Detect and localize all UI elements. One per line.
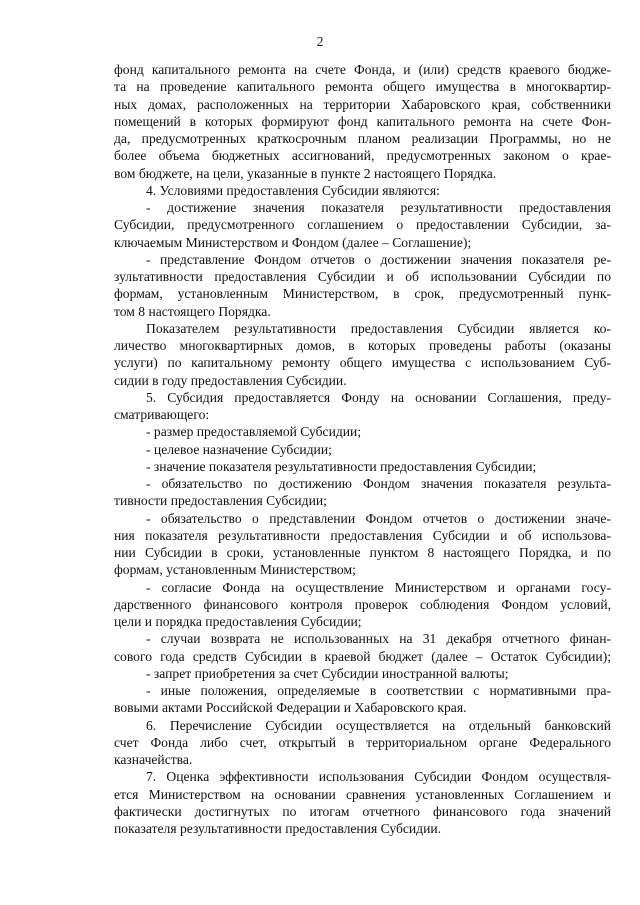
text-line: ных домах, расположенных на территории Хабаровского края, собственники xyxy=(114,96,611,112)
text-line: 7. Оценка эффективности использования Субсидии Фондом осуществля- xyxy=(146,769,611,785)
text-line: - размер предоставляемой Субсидии; xyxy=(146,424,362,440)
text-line: личество многоквартирных домов, в которых проведены работы (оказаны xyxy=(114,338,611,353)
text-line: - представление Фондом отчетов о достижении значения показателя ре- xyxy=(146,251,611,267)
text-line: 4. Условиями предоставления Субсидии являются: xyxy=(146,182,440,198)
text-line: тивности предоставления Субсидии; xyxy=(114,493,327,509)
text-line: - целевое назначение Субсидии; xyxy=(146,441,332,457)
text-line: - достижение значения показателя результативности предоставления xyxy=(146,200,611,215)
text-line: более объема бюджетных ассигнований, предусмотренных законом о крае- xyxy=(114,148,611,164)
text-line: - согласие Фонда на осуществление Министерством и органами госу- xyxy=(146,579,611,595)
text-line: зультативности предоставления Субсидии и об использовании Субсидии по xyxy=(114,269,611,284)
text-line: 5. Субсидия предоставляется Фонду на основании Соглашения, преду- xyxy=(146,389,611,405)
text-line: цели и порядка предоставления Субсидии; xyxy=(114,614,362,629)
text-line: - обязательство о представлении Фондом отчетов о достижении значе- xyxy=(146,510,611,526)
text-line: вовыми актами Российской Федерации и Хабаровского края. xyxy=(114,700,467,716)
text-line: том 8 настоящего Порядка. xyxy=(114,303,271,319)
text-line: ется Министерством на основании сравнения установленных Соглашением и xyxy=(114,786,611,802)
text-line: - значение показателя результативности предоставления Субсидии; xyxy=(146,458,537,474)
document-body xyxy=(114,61,611,837)
text-line: формам, установленным Министерством; xyxy=(114,562,356,578)
text-line: - обязательство по достижению Фондом значения показателя результа- xyxy=(146,476,611,491)
text-line: Показателем результативности предоставления Субсидии является ко- xyxy=(146,320,611,336)
text-line: помещений в которых формируют фонд капитального ремонта на счете Фон- xyxy=(114,113,611,129)
text-line: нии Субсидии в сроки, установленные пунктом 8 настоящего Порядка, и по xyxy=(114,545,611,560)
text-line: ключаемым Министерством и Фондом (далее – Соглашение); xyxy=(114,234,472,250)
page-number: 2 xyxy=(316,34,324,49)
text-line: - иные положения, определяемые в соответствии с нормативными пра- xyxy=(146,683,611,698)
text-line: фактически достигнутых по итогам отчетного финансового года значений xyxy=(114,803,611,819)
text-line: - запрет приобретения за счет Субсидии иностранной валюты; xyxy=(146,665,509,681)
text-line: фонд капитального ремонта на счете Фонда, и (или) средств краевого бюдже- xyxy=(114,62,611,77)
text-line: вом бюджете, на цели, указанные в пункте 2 настоящего Порядка. xyxy=(114,165,497,181)
text-line: сидии в году предоставления Субсидии. xyxy=(114,372,347,388)
text-line: показателя результативности предоставления Субсидии. xyxy=(114,821,442,836)
text-line: формам, установленным Министерством, в срок, предусмотренный пунк- xyxy=(114,286,611,302)
text-line: услуги) по капитальному ремонту общего имущества с использованием Суб- xyxy=(114,355,611,371)
text-line: сматривающего: xyxy=(114,407,210,422)
text-line: - случаи возврата не использованных на 31 декабря отчетного финан- xyxy=(146,631,611,647)
text-line: счет Фонда либо счет, открытый в территориальном органе Федерального xyxy=(114,734,611,750)
text-line: дарственного финансового контроля проверок соблюдения Фондом условий, xyxy=(114,596,611,612)
text-line: ния показателя результативности предоставления Субсидии и об использова- xyxy=(114,527,611,543)
text-line: Субсидии, предусмотренного соглашением о предоставлении Субсидии, за- xyxy=(114,217,611,233)
text-line: казначейства. xyxy=(114,752,193,767)
text-line: та на проведение капитального ремонта общего имущества в многоквартир- xyxy=(114,79,611,95)
text-line: сового года средств Субсидии в краевой бюджет (далее – Остаток Субсидии); xyxy=(114,648,611,664)
text-line: 6. Перечисление Субсидии осуществляется на отдельный банковский xyxy=(146,717,611,733)
text-line: да, предусмотренных краткосрочным планом реализации Программы, но не xyxy=(114,131,611,146)
